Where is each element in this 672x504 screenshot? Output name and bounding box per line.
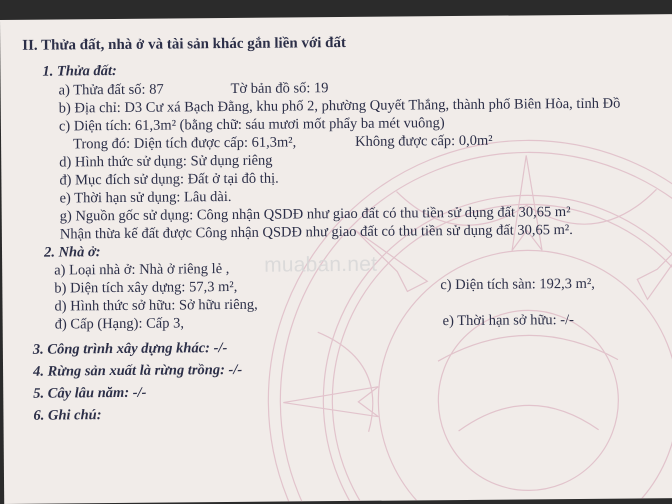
- perennial-trees: 5. Cây lâu năm: -/-: [33, 384, 147, 402]
- house-areas: [54, 275, 595, 298]
- house-type: a) Loại nhà ở: Nhà ở riêng lẻ ,: [54, 261, 230, 279]
- certificate-page: [0, 14, 672, 504]
- house-heading: 2. Nhà ở:: [43, 244, 101, 261]
- ownership-term-text: e) Thời hạn sở hữu: -/-: [442, 312, 574, 330]
- floor-area-text: c) Diện tích sàn: 192,3 m²,: [440, 275, 595, 294]
- land-plot-number: [58, 80, 329, 100]
- usage-form: d) Hình thức sử dụng: Sử dụng riêng: [59, 152, 273, 171]
- land-inheritance: Nhận thừa kế đất được Công nhận QSDĐ như giao đất có thu tiền sử dụng đất 30,65 m².: [59, 222, 573, 243]
- granted-area-text: Trong đó: Diện tích được cấp: 61,3m²,: [73, 134, 297, 153]
- land-origin: g) Nguồn gốc sử dụng: Công nhận QSDĐ như giao đất có thu tiền sử dụng đất 30,65 m²: [59, 204, 571, 225]
- land-area: c) Diện tích: 61,3m² (bằng chữ: sáu mươi mốt phẩy ba mét vuông): [58, 115, 445, 135]
- other-works: 3. Công trình xây dựng khác: -/-: [32, 340, 228, 358]
- usage-term: e) Thời hạn sử dụng: Lâu dài.: [59, 188, 232, 207]
- not-granted-area-text: Không được cấp: 0,0m²: [355, 132, 493, 150]
- ownership-form: d) Hình thức sở hữu: Sở hữu riêng,: [54, 296, 258, 315]
- land-area-breakdown: [73, 132, 493, 153]
- plot-number-text: a) Thửa đất số: 87: [58, 81, 164, 99]
- usage-purpose: đ) Mục đích sử dụng: Đất ở tại đô thị.: [59, 170, 279, 189]
- notes: 6. Ghi chú:: [33, 407, 102, 424]
- watermark-brand-text: muaban.net: [264, 252, 378, 277]
- land-heading: 1. Thửa đất:: [42, 62, 117, 80]
- production-forest: 4. Rừng sản xuất là rừng trồng: -/-: [33, 361, 243, 380]
- house-grade-term: [54, 312, 574, 333]
- land-address: b) Địa chỉ: D3 Cư xá Bạch Đằng, khu phố 2, phường Quyết Thắng, thành phố Biên Hòa, tỉnh Đồ: [58, 95, 621, 117]
- grade-text: đ) Cấp (Hạng): Cấp 3,: [54, 315, 184, 333]
- construction-area-text: b) Diện tích xây dựng: 57,3 m²,: [54, 278, 238, 297]
- section-title: II. Thửa đất, nhà ở và tài sản khác gắn liền với đất: [22, 34, 347, 54]
- map-sheet-text: Tờ bản đồ số: 19: [230, 80, 329, 97]
